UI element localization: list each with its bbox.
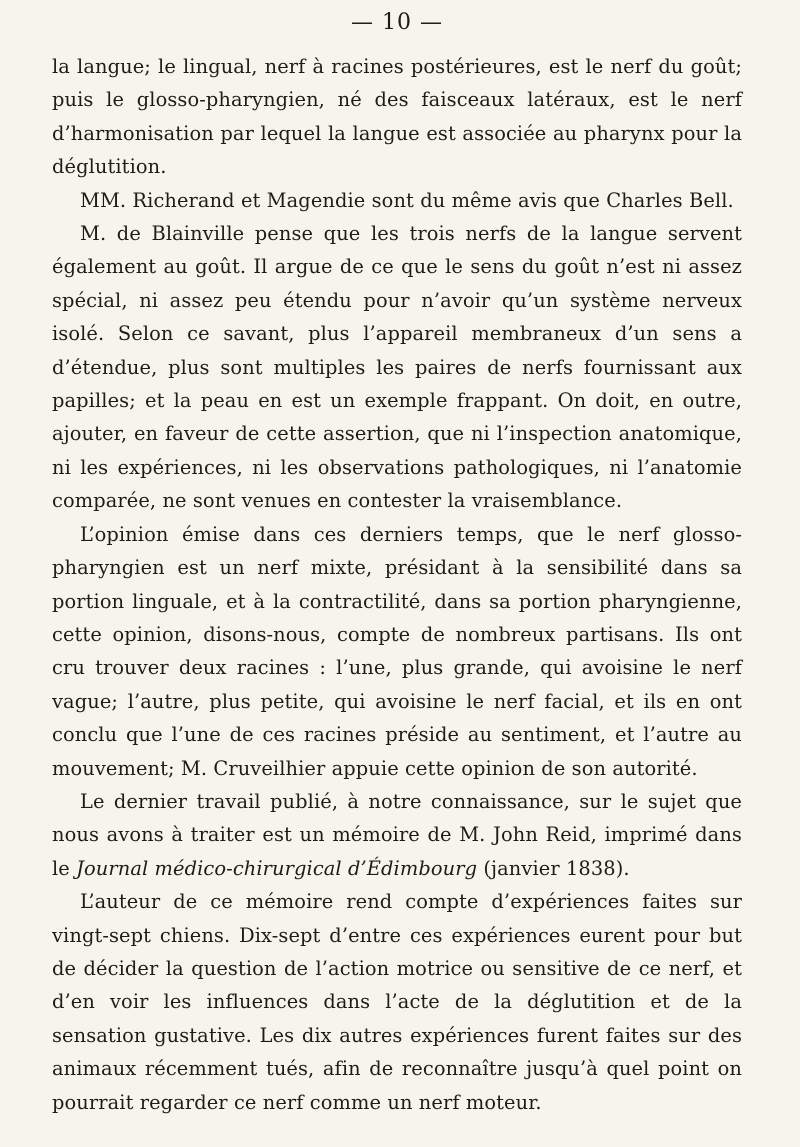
paragraph-glosso-pharyngien-opinion: L’opinion émise dans ces derniers temps, que le nerf glosso-pharyngien est un nerf mixte, présidant à la sensibilité dans sa portion linguale, et à la contractilité, dans sa portion pharyngienne, cette opinion, disons-nous, compte de nombreux partisans. Ils ont cru trouver deux racines : l’une, plus grande, qui avoisine le nerf vague; l’autre, plus petite, qui avoisine le nerf facial, et ils en ont conclu que l’une de ces racines préside au sentiment, et l’autre au mouvement; M. Cruveilhier appuie cette opinion de son autorité.	[52, 522, 742, 780]
page-number: — 10 —	[351, 10, 443, 35]
paragraph-john-reid	[52, 785, 742, 885]
body-text	[52, 50, 742, 1119]
paragraph-blainville: M. de Blainville pense que les trois nerfs de la langue servent également au goût. Il argue de ce que le sens du goût n’est ni assez spécial, ni assez peu étendu pour n’avoir qu’un système nerveux isolé. Selon ce savant, plus l’appareil membraneux d’un sens a d’étendue, plus sont multiples les paires de nerfs fournissant aux papilles; et la peau en est un exemple frappant. On doit, en outre, ajouter, en faveur de cette assertion, que ni l’inspection anatomique, ni les expériences, ni les observations pathologiques, ni l’anatomie comparée, ne sont venues en contester la vraisemblance.	[52, 222, 742, 513]
paragraph-richerand-magendie: MM. Richerand et Magendie sont du même avis que Charles Bell.	[80, 188, 734, 212]
paragraph-continuation: la langue; le lingual, nerf à racines postérieures, est le nerf du goût; puis le glosso-pharyngien, né des faisceaux latéraux, est le nerf d’harmonisation par lequel la langue est associée au pharynx pour la déglutition.	[52, 55, 742, 179]
journal-title: Journal médico-chirurgical d’Édimbourg	[76, 856, 478, 880]
paragraph-john-reid-text-after: (janvier 1838).	[477, 856, 630, 880]
paragraph-john-reid-text-before: Le dernier travail publié, à notre connaissance, sur le sujet que nous avons à traiter est un mémoire de M. John Reid, imprimé dans le	[52, 789, 742, 880]
paragraph-experiences: L’auteur de ce mémoire rend compte d’expériences faites sur vingt-sept chiens. Dix-sept d’entre ces expériences eurent pour but de décider la question de l’action motrice ou sensitive de ce nerf, et d’en voir les influences dans l’acte de la déglutition et de la sensation gustative. Les dix autres expériences furent faites sur des animaux récemment tués, afin de reconnaître jusqu’à quel point on pourrait regarder ce nerf comme un nerf moteur.	[52, 890, 742, 1114]
